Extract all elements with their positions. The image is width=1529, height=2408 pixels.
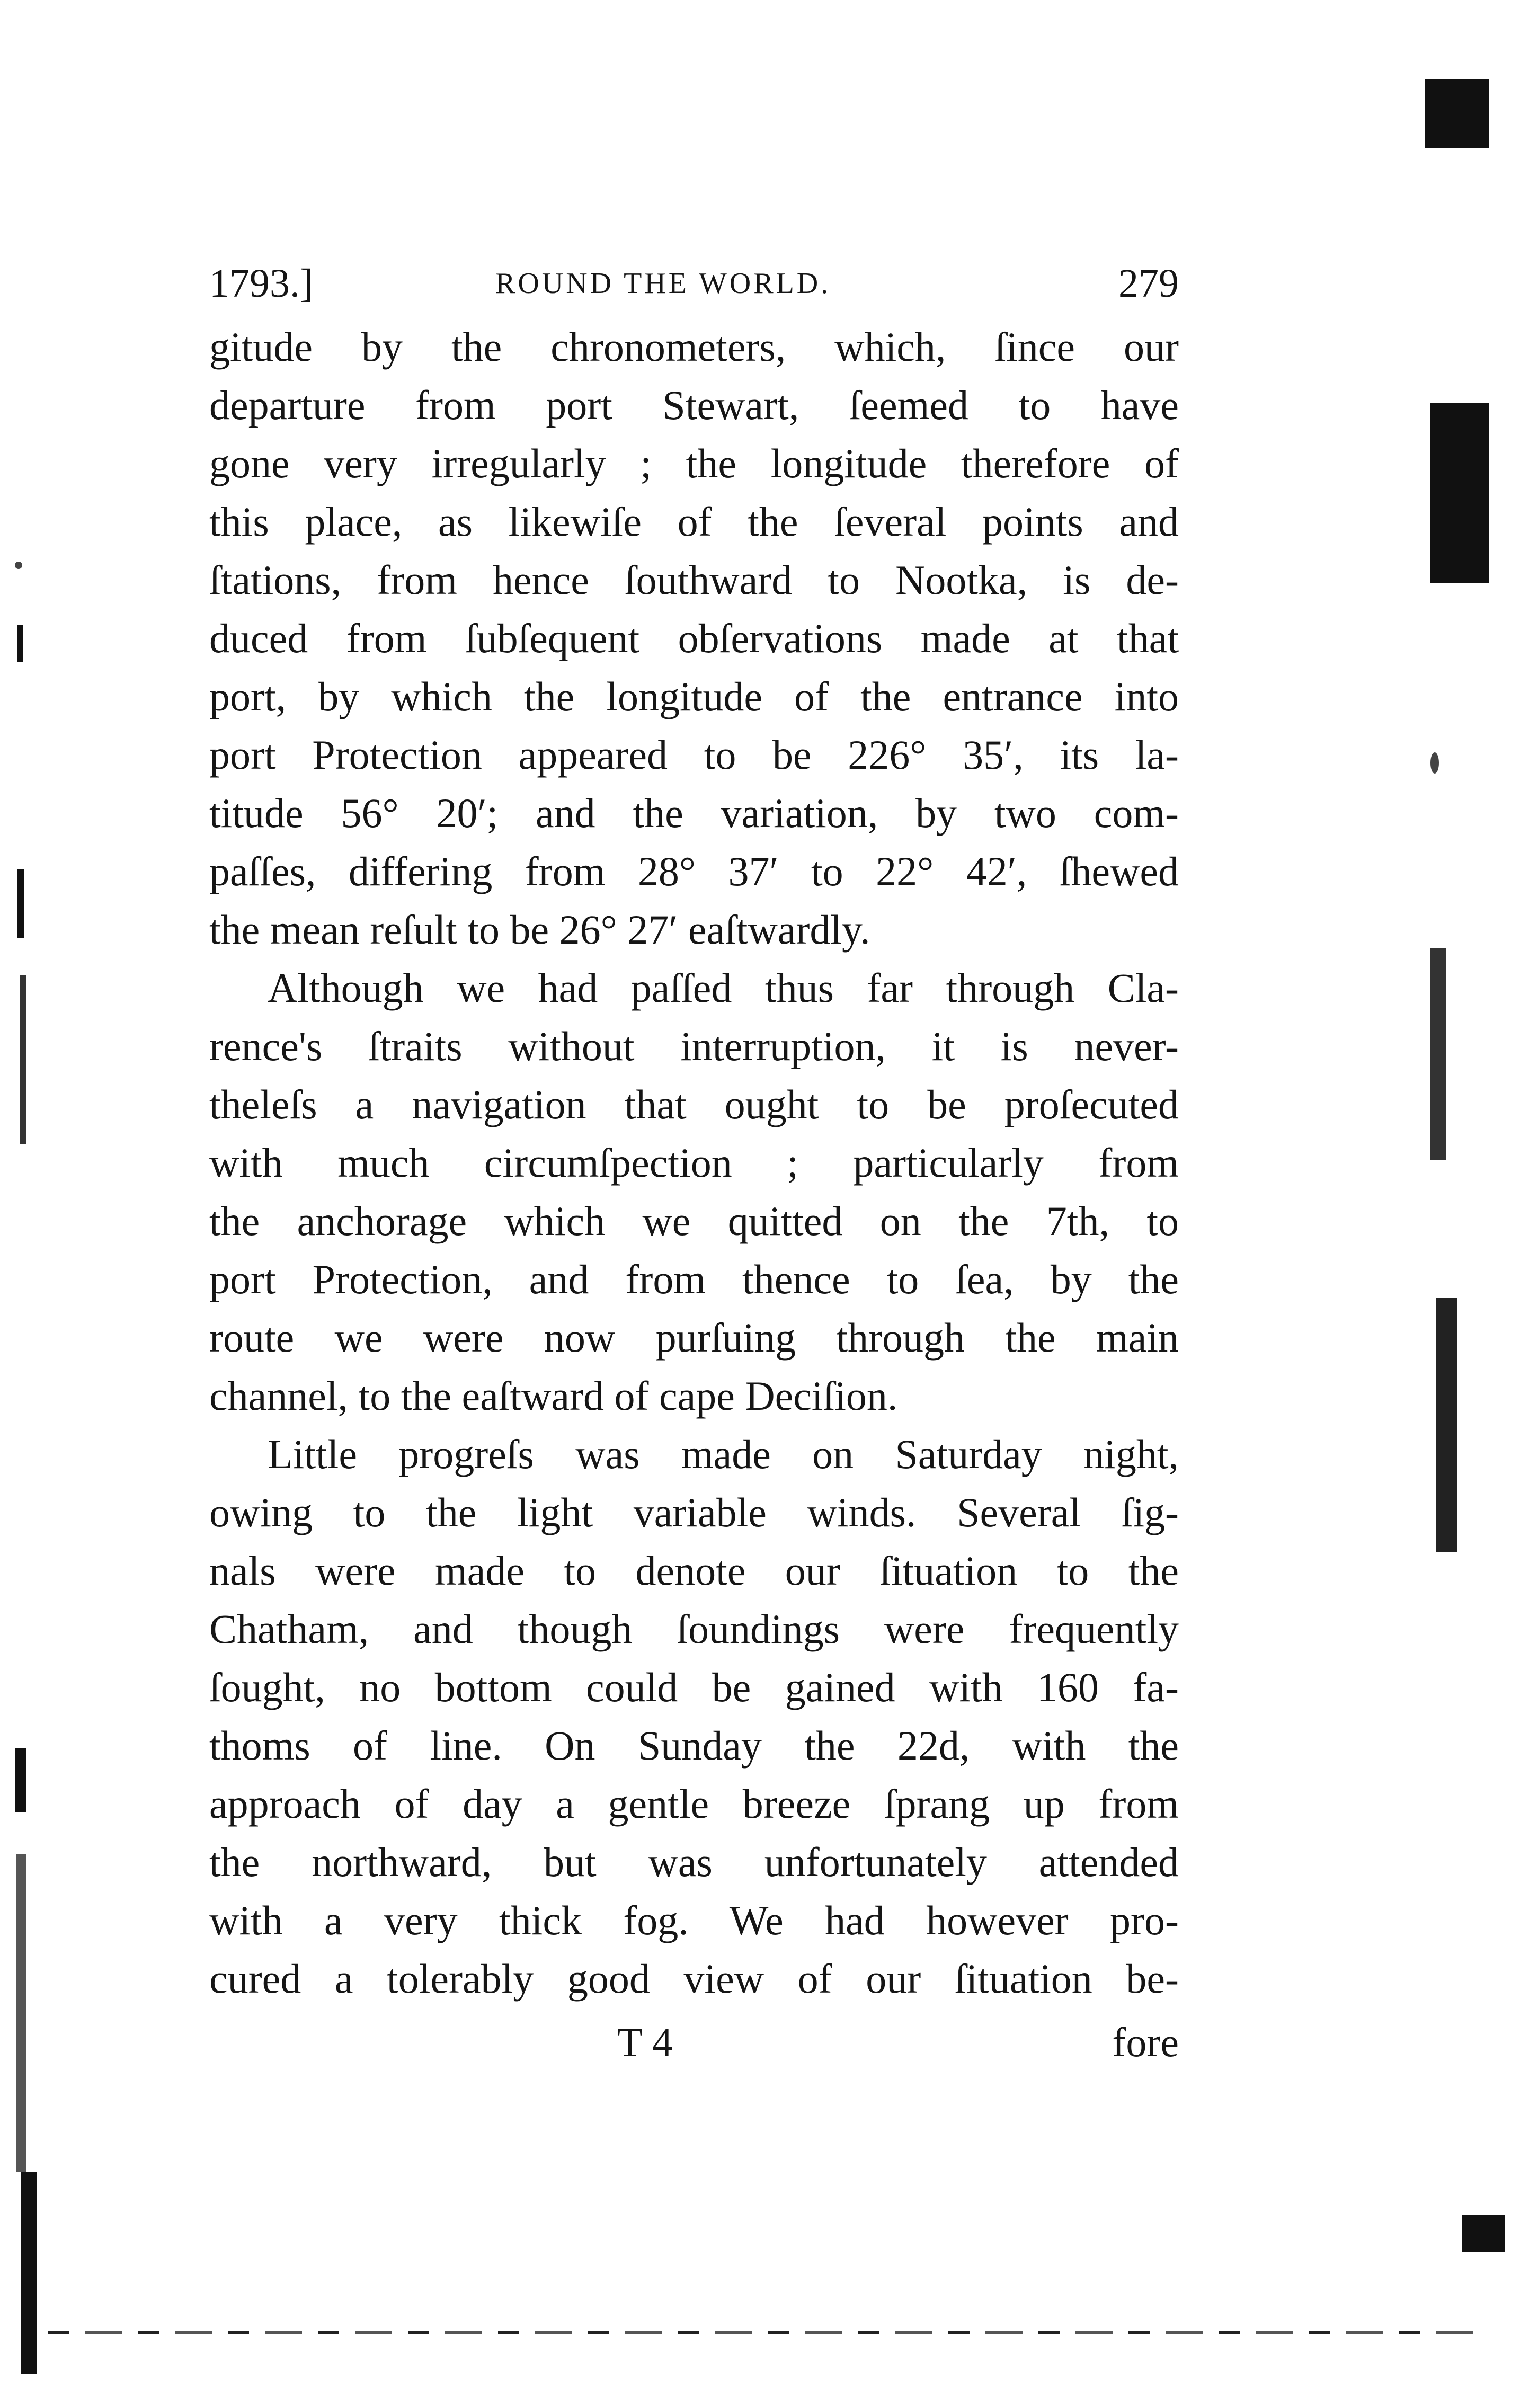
- scan-artifact: [1430, 948, 1446, 1160]
- text-line: ſtations, from hence ſouthward to Nootka, is de-: [209, 557, 1179, 603]
- header-year: 1793.]: [209, 261, 314, 306]
- text-line: route we were now purſuing through the main: [209, 1314, 1179, 1361]
- header-title: ROUND THE WORLD.: [495, 267, 831, 300]
- catchword: fore: [1112, 2019, 1179, 2065]
- scan-artifact: [15, 1748, 26, 1812]
- text-line: Chatham, and though ſoundings were frequently: [209, 1606, 1179, 1652]
- scan-artifact: [1462, 2215, 1505, 2252]
- text-line: gone very irregularly ; the longitude therefore of: [209, 440, 1179, 486]
- text-line: approach of day a gentle breeze ſprang up from: [209, 1781, 1179, 1827]
- scan-artifact: [17, 625, 23, 662]
- text-line: this place, as likewiſe of the ſeveral points and: [209, 499, 1179, 545]
- text-line: cured a tolerably good view of our ſituation be-: [209, 1956, 1179, 2002]
- text-line: port, by which the longitude of the entrance into: [209, 673, 1179, 719]
- paragraph-1: [209, 318, 1179, 959]
- scan-artifact: [20, 975, 26, 1144]
- text-line: port Protection appeared to be 226° 35′, its la-: [209, 732, 1179, 778]
- text-line: departure from port Stewart, ſeemed to have: [209, 382, 1179, 428]
- scan-artifact: [1425, 79, 1489, 148]
- text-line: paſſes, differing from 28° 37′ to 22° 42′, ſhewed: [209, 848, 1179, 894]
- paragraph-2: [209, 959, 1179, 1425]
- text-line: duced from ſubſequent obſervations made at that: [209, 615, 1179, 661]
- paragraph-3: [209, 1425, 1179, 2008]
- scan-speck: [1430, 752, 1439, 774]
- text-line: gitude by the chronometers, which, ſince our: [209, 324, 1179, 370]
- text-line: theleſs a navigation that ought to be proſecuted: [209, 1081, 1179, 1127]
- text-line: rence's ſtraits without interruption, it is never-: [209, 1023, 1179, 1069]
- text-line: owing to the light variable winds. Several ſig-: [209, 1489, 1179, 1535]
- scan-artifact: [17, 869, 24, 938]
- body-text: [209, 318, 1179, 2008]
- scan-artifact: [16, 1854, 26, 2172]
- text-line: Little progreſs was made on Saturday night,: [268, 1431, 1179, 1477]
- page-number: 279: [1118, 261, 1179, 306]
- text-line: port Protection, and from thence to ſea, by the: [209, 1256, 1179, 1302]
- text-line: the northward, but was unfortunately attended: [209, 1839, 1179, 1885]
- text-line: Although we had paſſed thus far through Cla-: [268, 965, 1179, 1011]
- signature-mark: T 4: [617, 2019, 673, 2065]
- text-line: ſought, no bottom could be gained with 160 fa-: [209, 1664, 1179, 1710]
- page-footer: [209, 2013, 1179, 2072]
- scan-artifact: [21, 2172, 37, 2374]
- text-line: the anchorage which we quitted on the 7th, to: [209, 1198, 1179, 1244]
- text-line: nals were made to denote our ſituation to the: [209, 1548, 1179, 1594]
- text-line: with much circumſpection ; particularly from: [209, 1140, 1179, 1186]
- text-line: thoms of line. On Sunday the 22d, with the: [209, 1722, 1179, 1769]
- scan-artifact: [1430, 403, 1489, 583]
- scan-artifact: [1436, 1298, 1457, 1552]
- text-line: with a very thick fog. We had however pro-: [209, 1897, 1179, 1943]
- scan-bottom-edge: [48, 2331, 1478, 2334]
- running-header: [209, 254, 1179, 313]
- text-line: channel, to the eaſtward of cape Deciſion.: [209, 1373, 898, 1419]
- scan-speck: [15, 562, 22, 569]
- text-line: the mean reſult to be 26° 27′ eaſtwardly.: [209, 907, 870, 953]
- text-line: titude 56° 20′; and the variation, by two com-: [209, 790, 1179, 836]
